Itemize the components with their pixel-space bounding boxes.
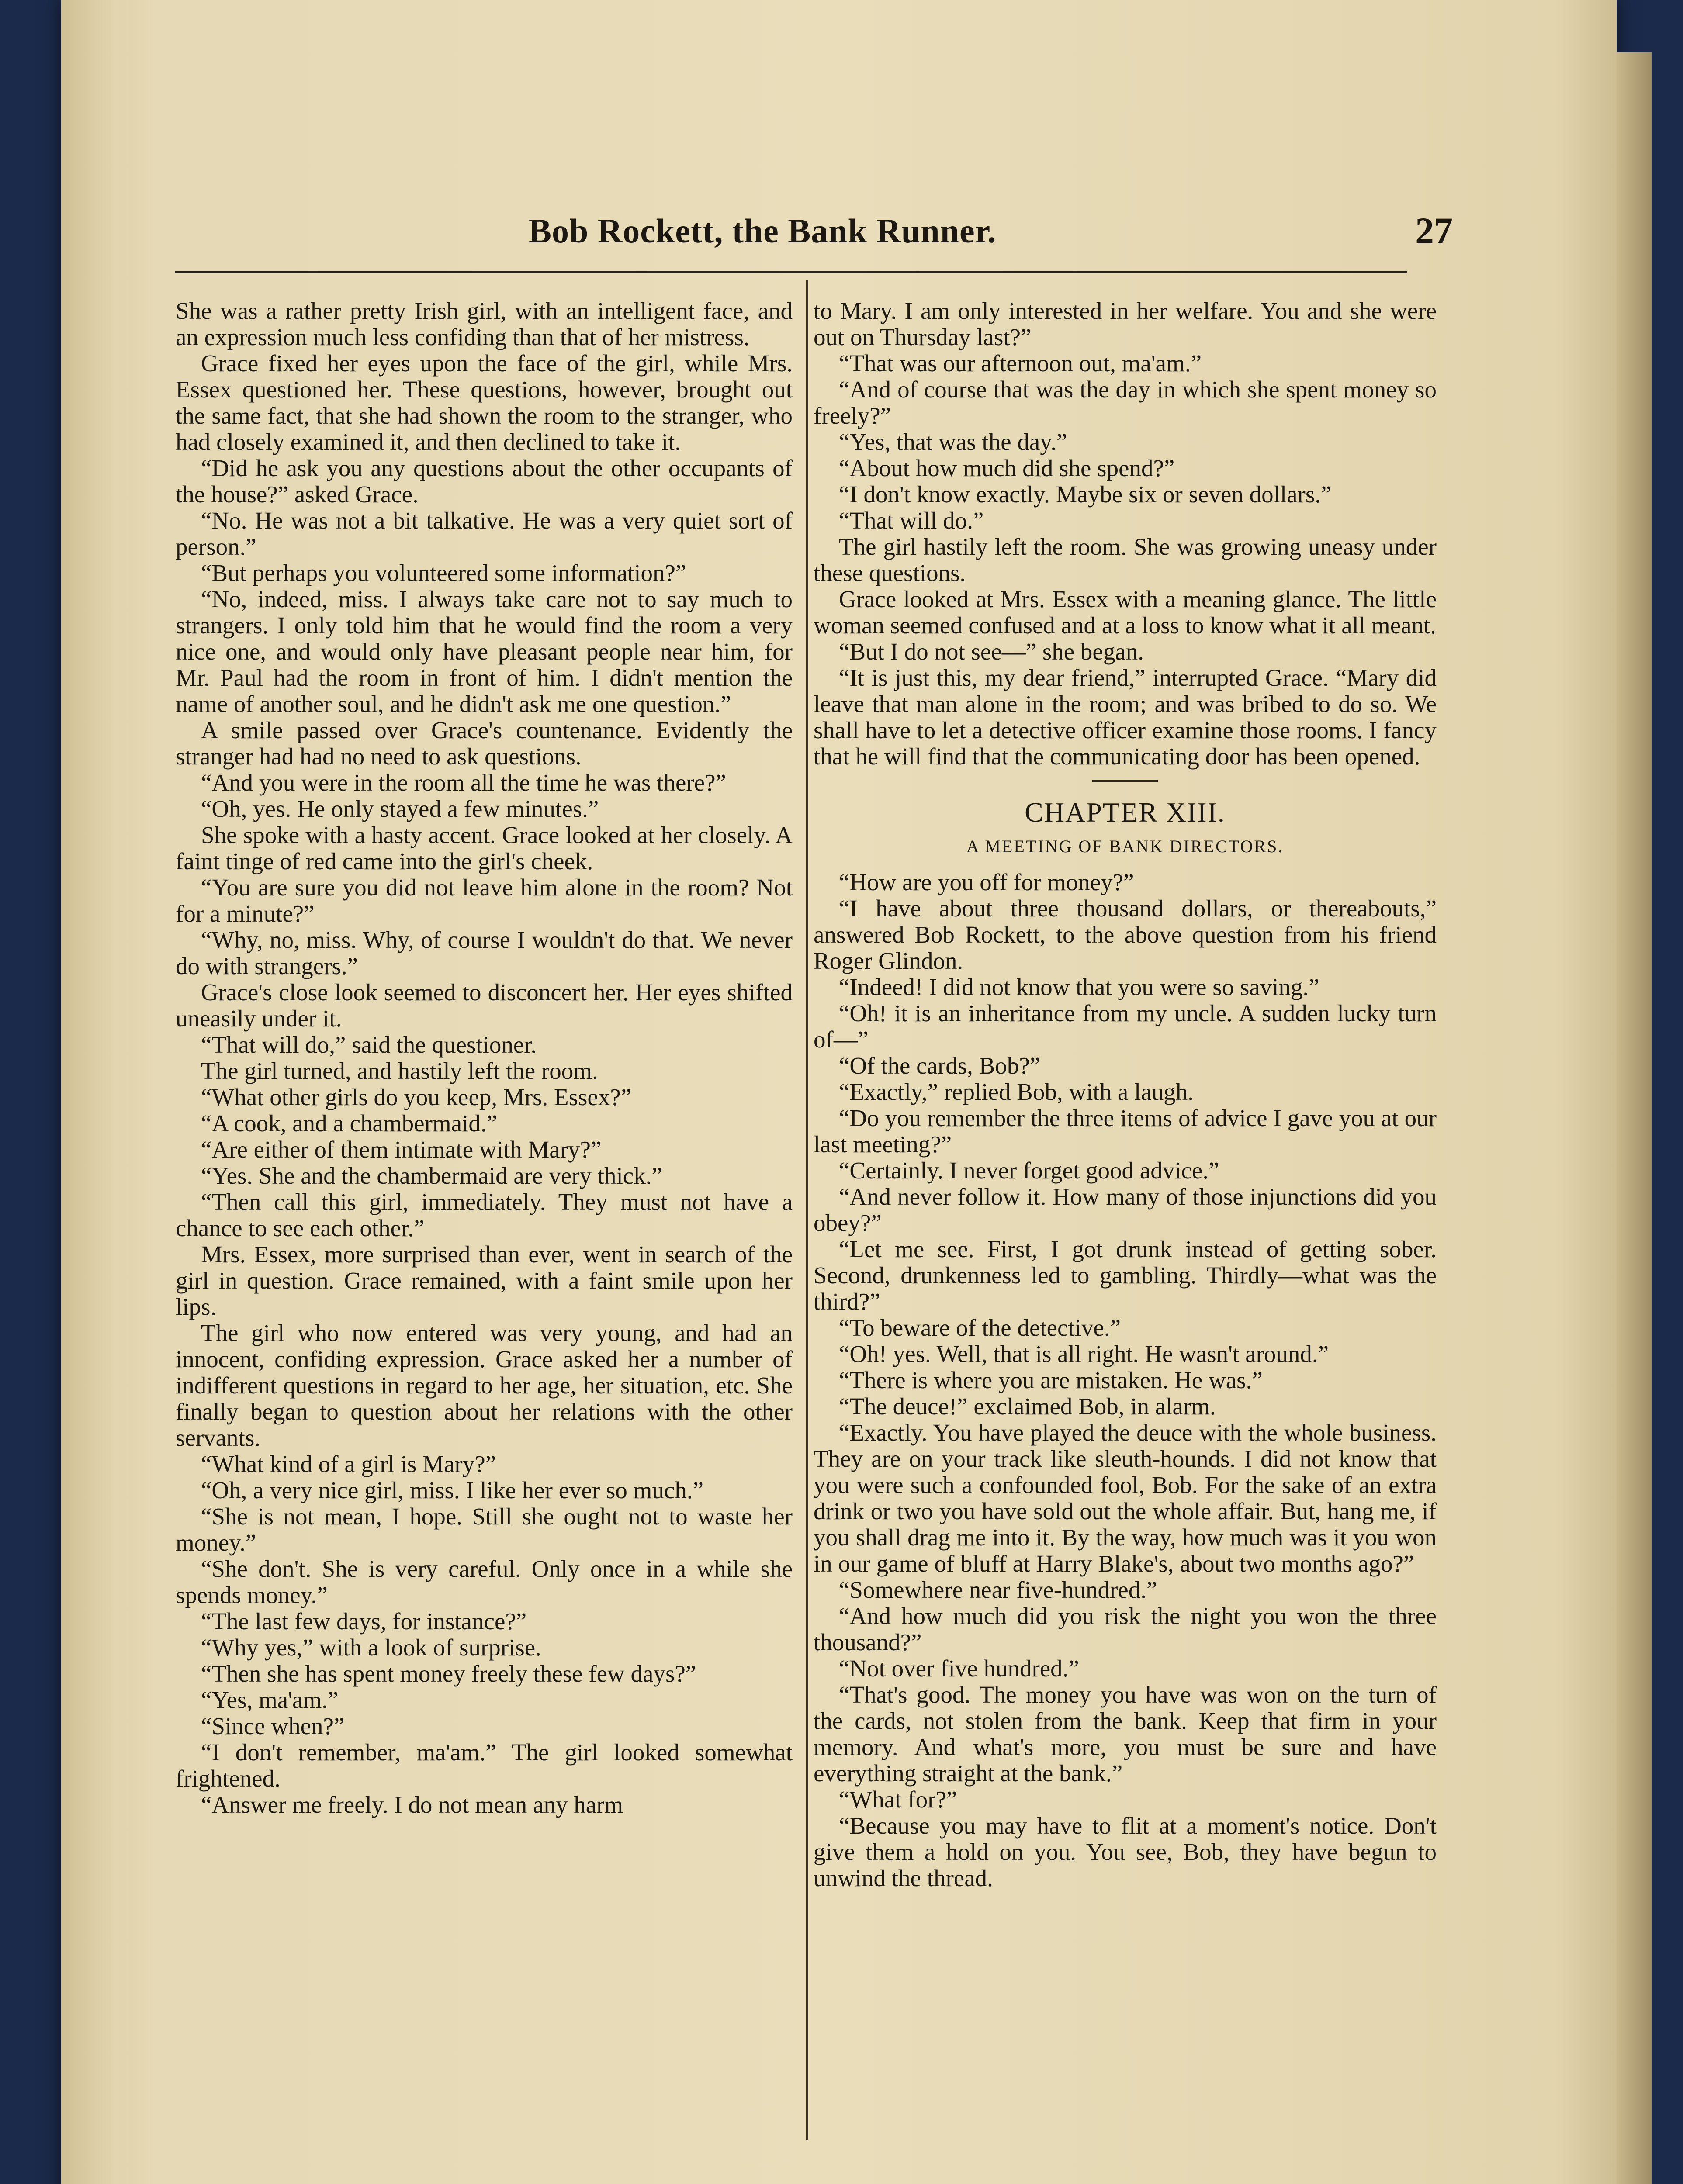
paragraph: “Because you may have to flit at a moment's notice. Don't give them a hold on you. You see, Bob, they have begun to unwind the thread.	[814, 1812, 1437, 1891]
paragraph: “She don't. She is very careful. Only once in a while she spends money.”	[176, 1555, 793, 1608]
paragraph: “And how much did you risk the night you won the three thousand?”	[814, 1603, 1437, 1655]
paragraph: “What kind of a girl is Mary?”	[201, 1451, 496, 1477]
paragraph: “Oh, a very nice girl, miss. I like her ever so much.”	[201, 1477, 704, 1503]
paragraph: “Exactly. You have played the deuce with the whole business. They are on your track like sleuth-hounds. I did not know that you were such a confounded fool, Bob. For the sake of an extra drink or two you have sold out the whole affair. But, hang me, if you shall drag me into it. By the way, how much was it you won in our game of bluff at Harry Blake's, about two months ago?”	[814, 1419, 1437, 1577]
paragraph: “Certainly. I never forget good advice.”	[839, 1157, 1219, 1184]
paragraph: “Since when?”	[201, 1713, 345, 1739]
paragraph: “How are you off for money?”	[839, 869, 1134, 895]
chapter-title: CHAPTER XIII.	[1025, 797, 1226, 828]
paragraph: A smile passed over Grace's countenance. Evidently the stranger had had no need to ask questions.	[176, 717, 793, 770]
column-divider	[806, 280, 808, 2140]
paragraph: “Of the cards, Bob?”	[839, 1052, 1041, 1079]
paragraph: “She is not mean, I hope. Still she ought not to waste her money.”	[176, 1503, 793, 1556]
paragraph: “Not over five hundred.”	[839, 1655, 1079, 1682]
paragraph: “Let me see. First, I got drunk instead of getting sober. Second, drunkenness led to gambling. Thirdly—what was the third?”	[814, 1236, 1437, 1315]
page-binding-shadow	[61, 0, 153, 2184]
right-column-text-before	[814, 298, 1437, 770]
paragraph: “Exactly,” replied Bob, with a laugh.	[839, 1078, 1194, 1105]
left-column	[176, 298, 793, 1818]
running-title: Bob Rockett, the Bank Runner.	[529, 212, 997, 250]
paragraph: “That was our afternoon out, ma'am.”	[839, 350, 1202, 377]
paragraph: She was a rather pretty Irish girl, with an intelligent face, and an expression much less confiding than that of her mistress.	[176, 297, 793, 350]
paragraph: “No, indeed, miss. I always take care not to say much to strangers. I only told him that he would find the room a very nice one, and would only have pleasant people near him, for Mr. Paul had the room in front of him. I didn't mention the name of another soul, and he didn't ask me one question.”	[176, 586, 793, 717]
paragraph: “Yes, that was the day.”	[839, 429, 1067, 455]
paragraph: Grace's close look seemed to disconcert her. Her eyes shifted uneasily under it.	[176, 979, 793, 1032]
paragraph: “There is where you are mistaken. He was.”	[839, 1367, 1263, 1393]
paragraph: The girl hastily left the room. She was growing uneasy under these questions.	[814, 533, 1437, 586]
paragraph: “Indeed! I did not know that you were so saving.”	[839, 974, 1319, 1000]
paragraph: “Somewhere near five-hundred.”	[839, 1576, 1157, 1603]
right-column-text-after	[814, 869, 1437, 1891]
paragraph: “And of course that was the day in which she spent money so freely?”	[814, 376, 1437, 429]
paragraph: to Mary. I am only interested in her welfare. You and she were out on Thursday last?”	[814, 297, 1437, 350]
paragraph: “That will do.”	[839, 507, 984, 534]
paragraph: “What for?”	[839, 1786, 957, 1813]
paragraph: “A cook, and a chambermaid.”	[201, 1110, 498, 1137]
paragraph: “Do you remember the three items of advice I gave you at our last meeting?”	[814, 1105, 1437, 1158]
paragraph: The girl who now entered was very young, and had an innocent, confiding expression. Grace asked her a number of indifferent questions in regard to her age, her situation, etc. She finally began to question about her relations with the other servants.	[176, 1320, 793, 1451]
paragraph: “I don't remember, ma'am.” The girl looked somewhat frightened.	[176, 1739, 793, 1792]
chapter-subtitle: A MEETING OF BANK DIRECTORS.	[966, 836, 1284, 856]
paragraph: “Why, no, miss. Why, of course I wouldn't do that. We never do with strangers.”	[176, 926, 793, 979]
running-header	[175, 209, 1453, 270]
paragraph: Grace looked at Mrs. Essex with a meaning glance. The little woman seemed confused and at a loss to know what it all meant.	[814, 586, 1437, 639]
right-column	[814, 298, 1437, 1891]
paragraph: “I have about three thousand dollars, or thereabouts,” answered Bob Rockett, to the above question from his friend Roger Glindon.	[814, 895, 1437, 974]
page-number: 27	[1415, 210, 1453, 252]
paragraph: “It is just this, my dear friend,” interrupted Grace. “Mary did leave that man alone in the room; and was bribed to do so. We shall have to let a detective officer examine those rooms. I fancy that he will find that the communicating door has been opened.	[814, 664, 1437, 770]
paragraph: “Oh! it is an inheritance from my uncle. A sudden lucky turn of—”	[814, 1000, 1437, 1053]
paragraph: “No. He was not a bit talkative. He was a very quiet sort of person.”	[176, 507, 793, 560]
paragraph: “But I do not see—” she began.	[839, 638, 1144, 665]
page-edge	[1617, 52, 1652, 2184]
paragraph: “Answer me freely. I do not mean any harm	[201, 1791, 623, 1818]
paragraph: “I don't know exactly. Maybe six or seven dollars.”	[839, 481, 1332, 508]
paragraph: “Yes. She and the chambermaid are very thick.”	[201, 1162, 662, 1189]
paragraph: “Yes, ma'am.”	[201, 1686, 339, 1713]
paragraph: “Did he ask you any questions about the other occupants of the house?” asked Grace.	[176, 455, 793, 508]
paragraph: “That will do,” said the questioner.	[201, 1031, 537, 1058]
paragraph: “Why yes,” with a look of surprise.	[201, 1634, 541, 1661]
paragraph: “The last few days, for instance?”	[201, 1608, 527, 1635]
paragraph: “Then call this girl, immediately. They must not have a chance to see each other.”	[176, 1189, 793, 1241]
paragraph: Grace fixed her eyes upon the face of the girl, while Mrs. Essex questioned her. These questions, however, brought out the same fact, that she had shown the room to the stranger, who had closely examined it, and then declined to take it.	[176, 350, 793, 455]
paragraph: “What other girls do you keep, Mrs. Essex?”	[201, 1084, 632, 1110]
paragraph: “Oh! yes. Well, that is all right. He wasn't around.”	[839, 1341, 1329, 1367]
paragraph: “And you were in the room all the time he was there?”	[201, 769, 726, 796]
paragraph: “Are either of them intimate with Mary?”	[201, 1136, 602, 1163]
header-rule	[175, 271, 1407, 273]
paragraph: Mrs. Essex, more surprised than ever, went in search of the girl in question. Grace remained, with a faint smile upon her lips.	[176, 1241, 793, 1320]
paragraph: “Then she has spent money freely these few days?”	[201, 1660, 696, 1687]
paragraph: “The deuce!” exclaimed Bob, in alarm.	[839, 1393, 1216, 1420]
paragraph: “But perhaps you volunteered some information?”	[201, 560, 686, 586]
paragraph: “About how much did she spend?”	[839, 455, 1175, 481]
paragraph: “To beware of the detective.”	[839, 1314, 1121, 1341]
paragraph: “You are sure you did not leave him alone in the room? Not for a minute?”	[176, 874, 793, 927]
paragraph: “That's good. The money you have was won on the turn of the cards, not stolen from the bank. Keep that firm in your memory. And what's more, you must be sure and have everything straight at the bank.”	[814, 1681, 1437, 1787]
paragraph: “And never follow it. How many of those injunctions did you obey?”	[814, 1183, 1437, 1236]
section-rule	[1092, 780, 1158, 782]
paragraph: She spoke with a hasty accent. Grace looked at her closely. A faint tinge of red came into the girl's cheek.	[176, 822, 793, 874]
paragraph: “Oh, yes. He only stayed a few minutes.”	[201, 795, 599, 822]
paragraph: The girl turned, and hastily left the room.	[201, 1057, 598, 1084]
